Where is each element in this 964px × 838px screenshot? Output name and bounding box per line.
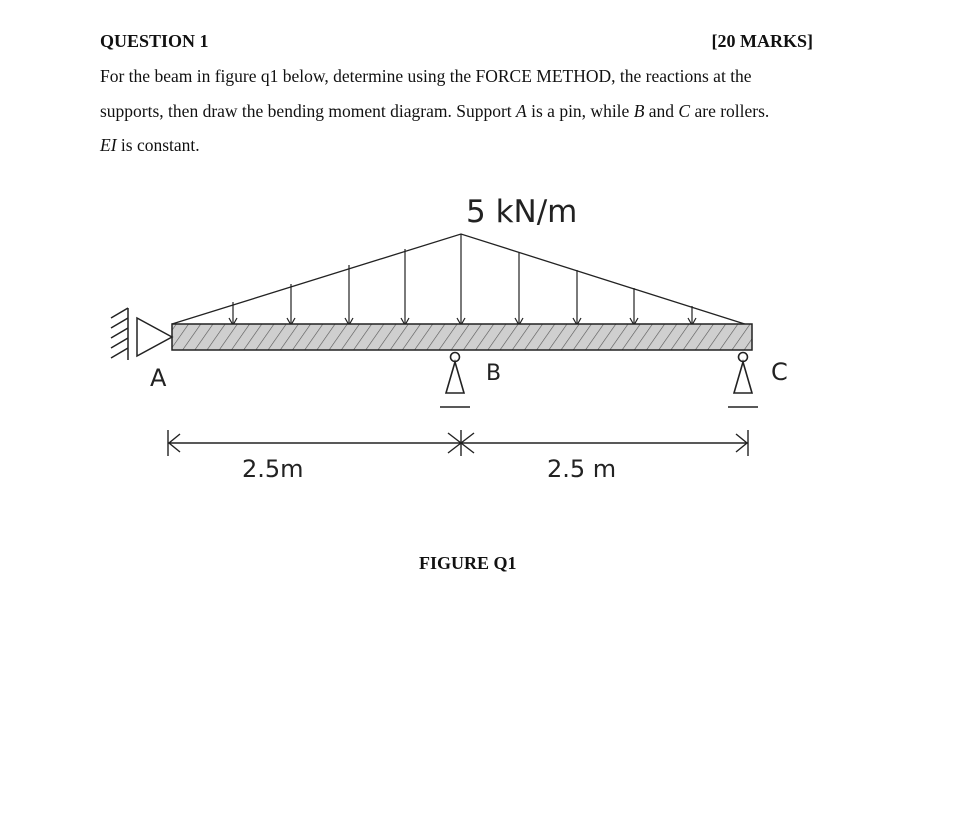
question-text-line-3: EI is constant. — [100, 135, 200, 155]
beam — [172, 324, 752, 350]
support-c-label: C — [771, 358, 788, 386]
support-a-label: A — [150, 364, 167, 392]
support-b-label: B — [486, 361, 502, 386]
roller-support-b — [440, 353, 470, 408]
dimension-line — [168, 430, 748, 456]
roller-support-c — [728, 353, 758, 408]
question-title: QUESTION 1 — [100, 31, 209, 51]
figure-caption: FIGURE Q1 — [419, 553, 517, 573]
pin-support-a — [111, 308, 172, 360]
load-arrows — [229, 234, 696, 325]
question-text-line-2: supports, then draw the bending moment diagram. Support A is a pin, while B and C are rollers. — [100, 101, 770, 121]
load-label: 5 kN/m — [466, 194, 578, 230]
question-text-line-1: For the beam in figure q1 below, determine using the FORCE METHOD, the reactions at the — [100, 66, 752, 86]
span-ab-label: 2.5m — [242, 455, 304, 483]
question-marks: [20 MARKS] — [711, 31, 813, 51]
span-bc-label: 2.5 m — [547, 455, 617, 483]
